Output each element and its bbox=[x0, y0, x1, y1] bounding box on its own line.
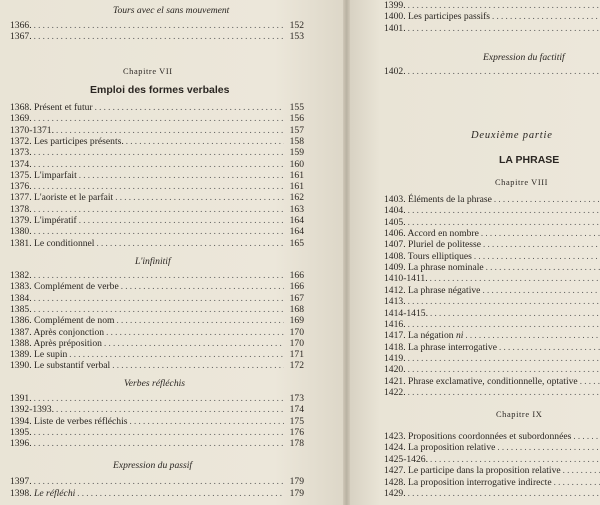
toc-entry-text: 1400. Les participes passifs bbox=[384, 11, 491, 23]
toc-entry-page-number: 161 bbox=[289, 181, 304, 193]
dot-leader bbox=[408, 296, 600, 307]
dot-leader bbox=[497, 442, 600, 453]
toc-entry-page-number: 155 bbox=[289, 102, 304, 113]
dot-leader bbox=[408, 217, 600, 228]
dot-leader bbox=[474, 251, 600, 262]
chapter-label: Chapitre VII bbox=[123, 67, 173, 76]
toc-entry bbox=[10, 416, 304, 427]
toc-entry bbox=[384, 308, 600, 319]
toc-entry bbox=[10, 192, 304, 203]
toc-entry bbox=[384, 0, 600, 11]
toc-entry-text: 1380. bbox=[10, 226, 32, 238]
toc-entry bbox=[384, 353, 600, 364]
toc-entry bbox=[384, 319, 600, 330]
toc-entry-text: 1390. Le substantif verbal bbox=[10, 360, 111, 372]
toc-entry-text: 1382. bbox=[10, 270, 32, 281]
dot-leader bbox=[56, 404, 284, 415]
toc-entry-text: 1428. La proposition interrogative indirecte bbox=[384, 476, 552, 488]
toc-entry-text: 1395. bbox=[10, 426, 32, 438]
toc-entry-text: 1402. bbox=[384, 66, 406, 77]
toc-entry-text: 1412. La phrase négative bbox=[384, 284, 481, 296]
toc-entry-page-number: 174 bbox=[289, 404, 304, 416]
toc-entry-text: 1389. Le supin bbox=[10, 349, 68, 361]
toc-entry-page-number: 179 bbox=[289, 476, 304, 487]
toc-entry-page-number: 157 bbox=[289, 124, 304, 136]
part-label: Deuxième partie bbox=[471, 130, 553, 141]
toc-entry bbox=[10, 204, 304, 215]
dot-leader bbox=[129, 416, 284, 427]
toc-entry bbox=[10, 102, 304, 113]
toc-entry-text: 1383. Complément de verbe bbox=[10, 281, 119, 293]
toc-entry bbox=[384, 477, 600, 488]
toc-entry-page-number: 153 bbox=[289, 31, 304, 43]
dot-leader bbox=[408, 319, 600, 330]
toc-entry-page-number: 158 bbox=[289, 135, 304, 147]
dot-leader bbox=[499, 342, 600, 353]
dot-leader bbox=[96, 238, 284, 249]
dot-leader bbox=[481, 228, 600, 239]
toc-entry-page-number: 162 bbox=[289, 192, 304, 204]
dot-leader bbox=[95, 102, 284, 113]
toc-entry-text: 1416. bbox=[384, 318, 406, 330]
toc-entry-text: 1420. bbox=[384, 364, 406, 376]
dot-leader bbox=[77, 488, 284, 499]
toc-entry bbox=[10, 181, 304, 192]
chapter9-label: Chapitre IX bbox=[496, 410, 543, 419]
toc-entry bbox=[384, 488, 600, 499]
dot-leader bbox=[465, 330, 600, 341]
toc-entry-text: 1375. L'imparfait bbox=[10, 169, 77, 181]
dot-leader bbox=[106, 327, 284, 338]
toc-entry-page-number: 170 bbox=[289, 326, 304, 338]
toc-entry-page-number: 172 bbox=[289, 360, 304, 372]
toc-entry-page-number: 168 bbox=[289, 303, 304, 315]
section-heading-passif: Expression du passif bbox=[113, 460, 193, 471]
toc-entry-text: 1407. Pluriel de politesse bbox=[384, 239, 481, 251]
toc-entry bbox=[10, 31, 304, 42]
toc-entry-text: 1392-1393. bbox=[10, 404, 54, 416]
toc-entry bbox=[384, 285, 600, 296]
toc-entry-text: 1381. Le conditionnel bbox=[10, 237, 95, 249]
toc-entry-page-number: 166 bbox=[289, 281, 304, 293]
toc-entry-page-number: 164 bbox=[289, 226, 304, 238]
toc-entry-text: 1391. bbox=[10, 393, 32, 404]
toc-entry-page-number: 178 bbox=[289, 438, 304, 450]
toc-entry-text: 1385. bbox=[10, 303, 32, 315]
toc-entry bbox=[10, 315, 304, 326]
toc-entry bbox=[10, 304, 304, 315]
toc-entry bbox=[384, 376, 600, 387]
toc-entry bbox=[10, 349, 304, 360]
dot-leader bbox=[408, 353, 600, 364]
dot-leader bbox=[408, 66, 600, 77]
dot-leader bbox=[580, 376, 600, 387]
toc-entry-text: 1376. bbox=[10, 181, 32, 193]
dot-leader bbox=[554, 477, 600, 488]
toc-entry-text: 1373. bbox=[10, 147, 32, 159]
part-title: LA PHRASE bbox=[499, 154, 560, 166]
toc-entry bbox=[384, 296, 600, 307]
toc-entry-page-number: 173 bbox=[289, 393, 304, 404]
toc-entry bbox=[10, 338, 304, 349]
toc-entry-page-number: 169 bbox=[289, 315, 304, 327]
section-heading-reflechis: Verbes réfléchis bbox=[124, 378, 186, 389]
toc-entry-text: 1397. bbox=[10, 476, 32, 487]
toc-entry-text: 1399. bbox=[384, 0, 406, 11]
dot-leader bbox=[121, 281, 284, 292]
section-heading-infinitif: L'infinitif bbox=[135, 256, 171, 267]
dot-leader bbox=[34, 427, 284, 438]
dot-leader bbox=[104, 338, 284, 349]
toc-entry bbox=[384, 364, 600, 375]
toc-entry-text: 1410-1411. bbox=[384, 273, 428, 285]
toc-entry bbox=[10, 360, 304, 371]
toc-entry bbox=[384, 262, 600, 273]
toc-entry-page-number: 164 bbox=[289, 215, 304, 226]
dot-leader bbox=[116, 315, 284, 326]
toc-entry bbox=[384, 205, 600, 216]
toc-entry-text: 1427. Le participe dans la proposition relative bbox=[384, 465, 561, 477]
dot-leader bbox=[34, 31, 284, 42]
toc-entry-page-number: 170 bbox=[289, 337, 304, 349]
dot-leader bbox=[34, 270, 284, 281]
toc-entry bbox=[10, 488, 304, 499]
toc-entry-text: 1394. Liste de verbes réfléchis bbox=[10, 415, 128, 427]
dot-leader bbox=[430, 454, 600, 465]
toc-entry bbox=[10, 393, 304, 404]
toc-entry bbox=[384, 442, 600, 453]
dot-leader bbox=[482, 285, 600, 296]
toc-entry-text: 1406. Accord en nombre bbox=[384, 228, 479, 240]
dot-leader bbox=[408, 0, 600, 11]
toc-entry-page-number: 166 bbox=[289, 270, 304, 281]
toc-entry-page-number: 160 bbox=[289, 158, 304, 170]
dot-leader bbox=[430, 308, 600, 319]
toc-entry-text: 1422. bbox=[384, 386, 406, 398]
toc-entry-text: 1419. bbox=[384, 352, 406, 364]
toc-entry bbox=[10, 113, 304, 124]
toc-entry-text: 1396. bbox=[10, 438, 32, 450]
dot-leader bbox=[34, 204, 284, 215]
dot-leader bbox=[34, 159, 284, 170]
chapter8-label: Chapitre VIII bbox=[495, 178, 548, 187]
dot-leader bbox=[69, 349, 284, 360]
right-page bbox=[350, 0, 600, 505]
toc-entry-text: 1424. La proposition relative bbox=[384, 442, 496, 454]
toc-entry bbox=[384, 66, 600, 77]
toc-entry bbox=[384, 239, 600, 250]
dot-leader bbox=[34, 293, 284, 304]
toc-entry-text: 1377. L'aoriste et le parfait bbox=[10, 192, 114, 204]
toc-entry-text: 1401. bbox=[384, 22, 406, 34]
toc-entry bbox=[10, 226, 304, 237]
toc-entry-page-number: 176 bbox=[289, 426, 304, 438]
toc-entry bbox=[10, 327, 304, 338]
toc-entry bbox=[384, 228, 600, 239]
dot-leader bbox=[56, 125, 284, 136]
dot-leader bbox=[34, 147, 284, 158]
toc-entry-page-number: 167 bbox=[289, 292, 304, 304]
book-gutter bbox=[343, 0, 350, 505]
toc-entry-text: 1417. La négation ni bbox=[384, 330, 464, 342]
toc-entry-text: 1384. bbox=[10, 292, 32, 304]
dot-leader bbox=[573, 431, 600, 442]
dot-leader bbox=[34, 393, 284, 404]
toc-entry-text: 1367. bbox=[10, 31, 32, 43]
dot-leader bbox=[34, 226, 284, 237]
dot-leader bbox=[34, 181, 284, 192]
toc-entry-text: 1378. bbox=[10, 203, 32, 215]
toc-entry-page-number: 171 bbox=[289, 349, 304, 361]
toc-entry-page-number: 159 bbox=[289, 147, 304, 159]
toc-entry-text: 1368. Présent et futur bbox=[10, 102, 93, 113]
toc-entry-page-number: 161 bbox=[289, 169, 304, 181]
dot-leader bbox=[34, 476, 284, 487]
dot-leader bbox=[430, 273, 600, 284]
dot-leader bbox=[115, 192, 284, 203]
toc-entry-text: 1366. bbox=[10, 20, 32, 31]
dot-leader bbox=[34, 20, 284, 31]
toc-entry-text: 1421. Phrase exclamative, conditionnelle, optative bbox=[384, 375, 578, 387]
dot-leader bbox=[79, 170, 284, 181]
toc-entry-text: 1370-1371. bbox=[10, 124, 54, 136]
toc-entry-page-number: 156 bbox=[289, 113, 304, 125]
dot-leader bbox=[79, 215, 284, 226]
dot-leader bbox=[408, 205, 600, 216]
toc-entry-page-number: 165 bbox=[289, 237, 304, 249]
dot-leader bbox=[486, 262, 600, 273]
toc-entry-text: 1379. L'impératif bbox=[10, 215, 77, 226]
toc-entry bbox=[384, 217, 600, 228]
dot-leader bbox=[126, 136, 284, 147]
toc-entry bbox=[384, 342, 600, 353]
toc-entry bbox=[384, 273, 600, 284]
toc-entry-text: 1423. Propositions coordonnées et subordonnées bbox=[384, 431, 572, 442]
toc-entry bbox=[384, 330, 600, 341]
toc-entry bbox=[384, 251, 600, 262]
toc-entry bbox=[10, 427, 304, 438]
toc-entry-text: 1369. bbox=[10, 113, 32, 125]
toc-entry-text: 1405. bbox=[384, 216, 406, 228]
toc-entry-italic-text: Le réfléchi bbox=[33, 487, 76, 499]
toc-entry bbox=[10, 293, 304, 304]
toc-entry-text: 1404. bbox=[384, 205, 406, 217]
toc-entry bbox=[10, 438, 304, 449]
dot-leader bbox=[563, 465, 600, 476]
toc-entry-text: 1372. Les participes présents. bbox=[10, 135, 124, 147]
toc-entry bbox=[10, 270, 304, 281]
toc-entry-text: 1425-1426. bbox=[384, 453, 428, 465]
toc-entry-text: 1398. Le réfléchi bbox=[10, 487, 76, 499]
dot-leader bbox=[492, 11, 600, 22]
toc-entry bbox=[10, 136, 304, 147]
toc-entry-text: 1408. Tours elliptiques bbox=[384, 250, 472, 262]
toc-entry bbox=[10, 147, 304, 158]
toc-entry-text: 1387. Après conjonction bbox=[10, 326, 105, 338]
toc-entry-page-number: 179 bbox=[289, 487, 304, 499]
dot-leader bbox=[34, 113, 284, 124]
dot-leader bbox=[408, 488, 600, 499]
toc-entry-text: 1413. bbox=[384, 296, 406, 308]
toc-entry bbox=[10, 238, 304, 249]
toc-entry bbox=[10, 476, 304, 487]
toc-entry bbox=[384, 454, 600, 465]
toc-entry bbox=[10, 159, 304, 170]
toc-entry-text: 1429. bbox=[384, 488, 406, 499]
toc-entry bbox=[384, 431, 600, 442]
toc-entry-text: 1418. La phrase interrogative bbox=[384, 341, 497, 353]
section-heading-mouvement: Tours avec el sans mouvement bbox=[113, 5, 230, 16]
toc-entry bbox=[10, 281, 304, 292]
toc-entry bbox=[10, 125, 304, 136]
dot-leader bbox=[408, 23, 600, 34]
toc-entry-text: 1403. Éléments de la phrase bbox=[384, 194, 492, 205]
section-heading-factitif: Expression du factitif bbox=[483, 52, 565, 63]
toc-entry bbox=[384, 23, 600, 34]
dot-leader bbox=[34, 304, 284, 315]
toc-entry bbox=[384, 465, 600, 476]
toc-entry-text: 1409. La phrase nominale bbox=[384, 262, 484, 274]
toc-entry-text: 1374. bbox=[10, 158, 32, 170]
dot-leader bbox=[112, 360, 284, 371]
toc-entry bbox=[384, 11, 600, 22]
toc-entry-text: 1414-1415. bbox=[384, 307, 428, 319]
toc-entry-page-number: 163 bbox=[289, 203, 304, 215]
toc-entry bbox=[384, 194, 600, 205]
toc-entry-page-number: 175 bbox=[289, 415, 304, 427]
toc-entry bbox=[10, 170, 304, 181]
toc-entry-text: 1386. Complément de nom bbox=[10, 315, 115, 327]
toc-entry bbox=[10, 404, 304, 415]
dot-leader bbox=[34, 438, 284, 449]
dot-leader bbox=[408, 364, 600, 375]
dot-leader bbox=[483, 239, 600, 250]
dot-leader bbox=[494, 194, 600, 205]
toc-entry-page-number: 152 bbox=[289, 20, 304, 31]
toc-entry bbox=[10, 20, 304, 31]
toc-entry bbox=[384, 387, 600, 398]
chapter-title: Emploi des formes verbales bbox=[90, 84, 230, 96]
dot-leader bbox=[408, 387, 600, 398]
toc-entry-text: 1388. Après préposition bbox=[10, 337, 102, 349]
toc-entry-italic-text: ni bbox=[455, 330, 464, 342]
toc-entry bbox=[10, 215, 304, 226]
